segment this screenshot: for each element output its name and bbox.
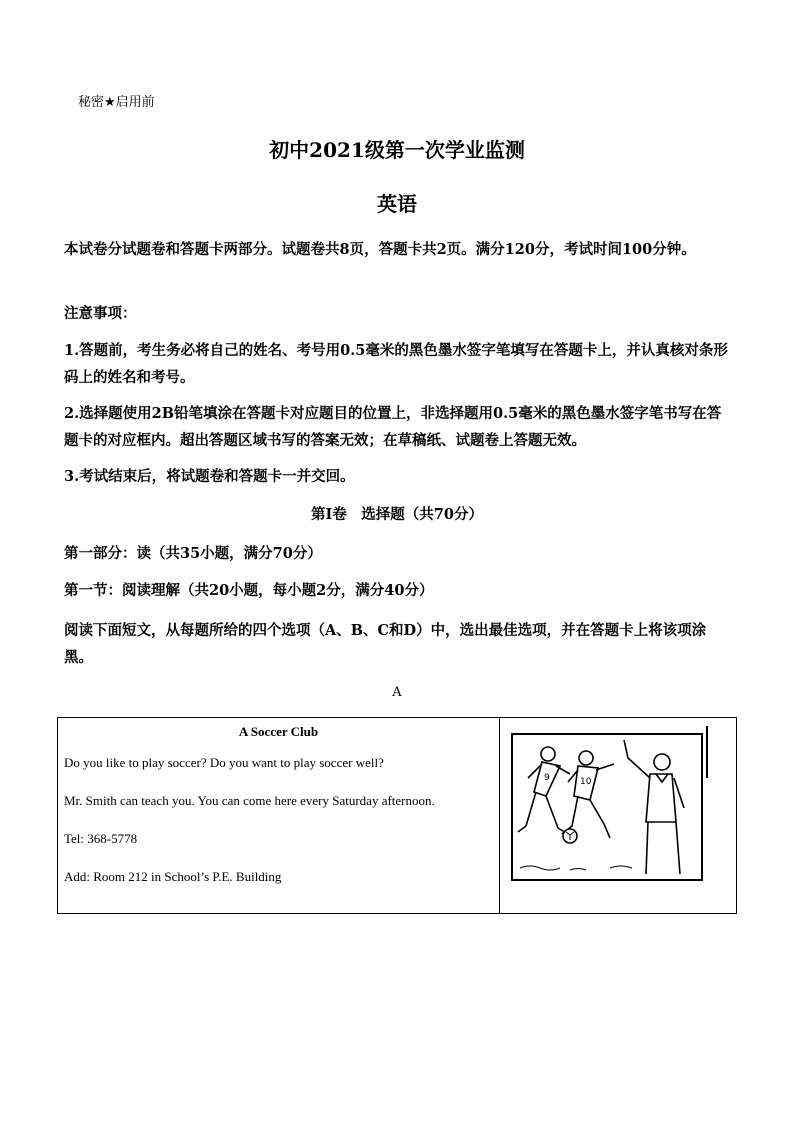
subpart-heading: 第一节：阅读理解（共20小题，每小题2分，满分40分） bbox=[64, 582, 434, 599]
ad-line-1: Do you like to play soccer? Do you want to play soccer well? bbox=[64, 755, 384, 770]
ad-text-cell bbox=[58, 718, 500, 914]
ad-line-2: Mr. Smith can teach you. You can come here every Saturday afternoon. bbox=[64, 793, 435, 808]
confidential-mark: 秘密★启用前 bbox=[78, 95, 155, 110]
instruction-text: 阅读下面短文，从每题所给的四个选项（A、B、C和D）中，选出最佳选项，并在答题卡上将该项涂黑。 bbox=[64, 622, 707, 666]
ad-title: A Soccer Club bbox=[238, 724, 319, 739]
note-item-1: 1.答题前，考生务必将自己的姓名、考号用0.5毫米的黑色墨水签字笔填写在答题卡上，并认真核对条形码上的姓名和考号。 bbox=[64, 342, 728, 386]
soccer-illustration bbox=[500, 718, 736, 909]
player-1 bbox=[518, 747, 570, 834]
note-item-2: 2.选择题使用2B铅笔填涂在答题卡对应题目的位置上，非选择题用0.5毫米的黑色墨水签字笔书写在答题卡的对应框内。超出答题区域书写的答案无效；在草稿纸、试题卷上答题无效。 bbox=[64, 405, 722, 449]
intro-text: 本试卷分试题卷和答题卡两部分。试题卷共8页，答题卡共2页。满分120分，考试时间100分钟。 bbox=[64, 241, 696, 258]
player-1-number: 9 bbox=[544, 773, 550, 783]
ad-picture-cell bbox=[500, 718, 737, 914]
note-item-3: 3.考试结束后，将试题卷和答题卡一并交回。 bbox=[64, 468, 355, 485]
player-2 bbox=[562, 751, 614, 838]
ad-tel: Tel: 368-5778 bbox=[64, 831, 138, 846]
exam-title: 初中2021级第一次学业监测 bbox=[269, 138, 525, 162]
soccer-club-ad bbox=[57, 717, 737, 914]
referee bbox=[624, 740, 684, 874]
notes-heading: 注意事项： bbox=[64, 305, 137, 322]
volume-heading: 第Ⅰ卷 选择题（共70分） bbox=[311, 506, 483, 523]
subject-title: 英语 bbox=[377, 192, 417, 216]
passage-label: A bbox=[392, 685, 402, 700]
part-heading: 第一部分：读（共35小题，满分70分） bbox=[64, 545, 322, 562]
ad-address: Add: Room 212 in School’s P.E. Building bbox=[64, 869, 282, 884]
player-2-number: 10 bbox=[580, 777, 592, 787]
